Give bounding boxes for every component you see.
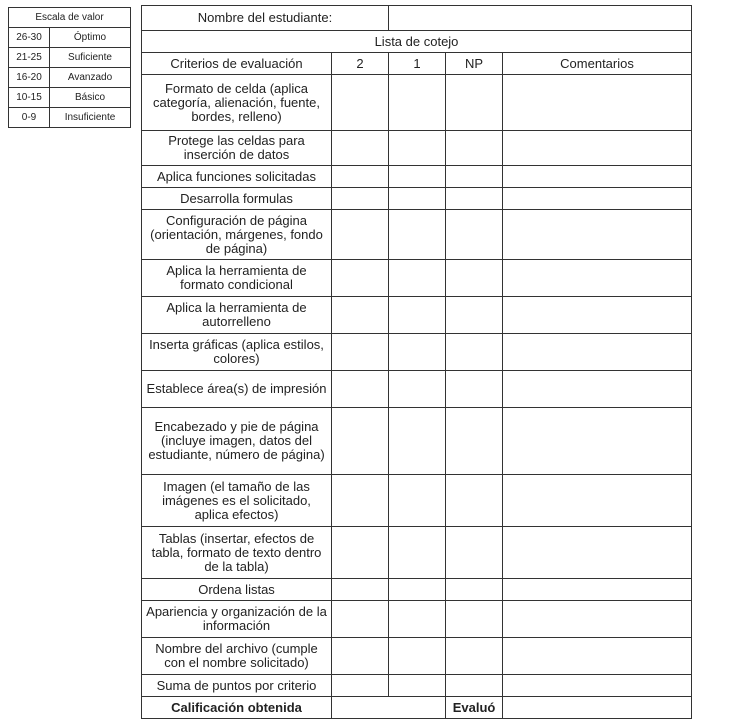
score-1-cell[interactable] xyxy=(389,210,446,260)
comments-cell[interactable] xyxy=(503,475,692,527)
comments-cell[interactable] xyxy=(503,334,692,371)
np-cell[interactable] xyxy=(446,334,503,371)
evaluator-label: Evaluó xyxy=(446,697,503,719)
header-score-2: 2 xyxy=(332,53,389,75)
criteria-label: Aplica la herramienta de autorrelleno xyxy=(142,297,332,334)
criteria-label: Ordena listas xyxy=(142,579,332,601)
header-np: NP xyxy=(446,53,503,75)
score-2-cell[interactable] xyxy=(332,371,389,408)
comments-cell[interactable] xyxy=(503,297,692,334)
value-scale-row xyxy=(9,68,131,88)
header-comments: Comentarios xyxy=(503,53,692,75)
score-1-cell[interactable] xyxy=(389,408,446,475)
score-1-cell[interactable] xyxy=(389,371,446,408)
value-scale-row xyxy=(9,108,131,128)
criteria-row xyxy=(142,601,692,638)
value-scale-label: Suficiente xyxy=(50,48,131,68)
criteria-row xyxy=(142,210,692,260)
score-1-cell[interactable] xyxy=(389,579,446,601)
value-scale-title: Escala de valor xyxy=(9,8,131,28)
value-scale-range: 10-15 xyxy=(9,88,50,108)
score-1-cell[interactable] xyxy=(389,75,446,131)
list-title-row xyxy=(142,31,692,53)
criteria-row xyxy=(142,260,692,297)
score-2-cell[interactable] xyxy=(332,166,389,188)
value-scale-label: Insuficiente xyxy=(50,108,131,128)
evaluator-field[interactable] xyxy=(503,697,692,719)
score-2-cell[interactable] xyxy=(332,601,389,638)
value-scale-row xyxy=(9,28,131,48)
value-scale-range: 16-20 xyxy=(9,68,50,88)
score-2-cell[interactable] xyxy=(332,527,389,579)
student-name-row xyxy=(142,6,692,31)
comments-cell[interactable] xyxy=(503,408,692,475)
score-1-cell[interactable] xyxy=(389,131,446,166)
np-cell[interactable] xyxy=(446,166,503,188)
comments-cell[interactable] xyxy=(503,675,692,697)
comments-cell[interactable] xyxy=(503,371,692,408)
criteria-row xyxy=(142,638,692,675)
comments-cell[interactable] xyxy=(503,579,692,601)
criteria-row xyxy=(142,579,692,601)
criteria-label: Aplica la herramienta de formato condicional xyxy=(142,260,332,297)
comments-cell[interactable] xyxy=(503,210,692,260)
score-1-cell[interactable] xyxy=(389,297,446,334)
np-cell[interactable] xyxy=(446,75,503,131)
value-scale-title-row xyxy=(9,8,131,28)
checklist-table xyxy=(141,5,692,719)
criteria-label: Nombre del archivo (cumple con el nombre solicitado) xyxy=(142,638,332,675)
comments-cell[interactable] xyxy=(503,260,692,297)
criteria-label: Tablas (insertar, efectos de tabla, formato de texto dentro de la tabla) xyxy=(142,527,332,579)
np-cell[interactable] xyxy=(446,188,503,210)
np-cell[interactable] xyxy=(446,131,503,166)
score-2-cell[interactable] xyxy=(332,297,389,334)
student-name-label: Nombre del estudiante: xyxy=(142,6,389,31)
value-scale-range: 26-30 xyxy=(9,28,50,48)
criteria-row xyxy=(142,675,692,697)
score-1-cell[interactable] xyxy=(389,188,446,210)
value-scale-label: Básico xyxy=(50,88,131,108)
criteria-label: Protege las celdas para inserción de datos xyxy=(142,131,332,166)
score-2-cell[interactable] xyxy=(332,131,389,166)
score-2-cell[interactable] xyxy=(332,75,389,131)
np-cell[interactable] xyxy=(446,579,503,601)
criteria-label: Configuración de página (orientación, márgenes, fondo de página) xyxy=(142,210,332,260)
criteria-row xyxy=(142,166,692,188)
score-2-cell[interactable] xyxy=(332,579,389,601)
comments-cell[interactable] xyxy=(503,131,692,166)
criteria-label: Encabezado y pie de página (incluye imagen, datos del estudiante, número de página) xyxy=(142,408,332,475)
header-criteria: Criterios de evaluación xyxy=(142,53,332,75)
value-scale-label: Óptimo xyxy=(50,28,131,48)
np-cell[interactable] xyxy=(446,475,503,527)
criteria-label: Imagen (el tamaño de las imágenes es el solicitado, aplica efectos) xyxy=(142,475,332,527)
score-2-cell[interactable] xyxy=(332,408,389,475)
header-score-1: 1 xyxy=(389,53,446,75)
np-cell[interactable] xyxy=(446,675,503,697)
np-cell[interactable] xyxy=(446,371,503,408)
value-scale-table xyxy=(8,7,131,128)
np-cell[interactable] xyxy=(446,210,503,260)
criteria-label: Suma de puntos por criterio xyxy=(142,675,332,697)
comments-cell[interactable] xyxy=(503,188,692,210)
score-2-cell[interactable] xyxy=(332,638,389,675)
score-1-cell[interactable] xyxy=(389,675,446,697)
student-name-field[interactable] xyxy=(389,6,692,31)
score-1-cell[interactable] xyxy=(389,527,446,579)
criteria-label: Establece área(s) de impresión xyxy=(142,371,332,408)
score-2-cell[interactable] xyxy=(332,188,389,210)
criteria-label: Formato de celda (aplica categoría, alienación, fuente, bordes, relleno) xyxy=(142,75,332,131)
score-1-cell[interactable] xyxy=(389,260,446,297)
score-2-cell[interactable] xyxy=(332,334,389,371)
footer-row xyxy=(142,697,692,719)
score-1-cell[interactable] xyxy=(389,601,446,638)
score-1-cell[interactable] xyxy=(389,166,446,188)
score-2-cell[interactable] xyxy=(332,210,389,260)
criteria-row xyxy=(142,527,692,579)
score-2-cell[interactable] xyxy=(332,675,389,697)
criteria-label: Apariencia y organización de la información xyxy=(142,601,332,638)
score-1-cell[interactable] xyxy=(389,334,446,371)
value-scale-range: 21-25 xyxy=(9,48,50,68)
value-scale-row xyxy=(9,88,131,108)
criteria-row xyxy=(142,334,692,371)
criteria-row xyxy=(142,475,692,527)
np-cell[interactable] xyxy=(446,297,503,334)
score-2-cell[interactable] xyxy=(332,475,389,527)
value-scale-range: 0-9 xyxy=(9,108,50,128)
np-cell[interactable] xyxy=(446,638,503,675)
criteria-row xyxy=(142,408,692,475)
score-1-cell[interactable] xyxy=(389,638,446,675)
grade-value-field[interactable] xyxy=(332,697,446,719)
grade-label: Calificación obtenida xyxy=(142,697,332,719)
np-cell[interactable] xyxy=(446,408,503,475)
value-scale-label: Avanzado xyxy=(50,68,131,88)
comments-cell[interactable] xyxy=(503,527,692,579)
criteria-label: Aplica funciones solicitadas xyxy=(142,166,332,188)
comments-cell[interactable] xyxy=(503,75,692,131)
criteria-label: Inserta gráficas (aplica estilos, colores) xyxy=(142,334,332,371)
criteria-row xyxy=(142,131,692,166)
score-1-cell[interactable] xyxy=(389,475,446,527)
column-header-row xyxy=(142,53,692,75)
comments-cell[interactable] xyxy=(503,166,692,188)
criteria-label: Desarrolla formulas xyxy=(142,188,332,210)
np-cell[interactable] xyxy=(446,601,503,638)
score-2-cell[interactable] xyxy=(332,260,389,297)
np-cell[interactable] xyxy=(446,260,503,297)
criteria-row xyxy=(142,188,692,210)
comments-cell[interactable] xyxy=(503,601,692,638)
criteria-row xyxy=(142,297,692,334)
criteria-row xyxy=(142,371,692,408)
criteria-row xyxy=(142,75,692,131)
comments-cell[interactable] xyxy=(503,638,692,675)
np-cell[interactable] xyxy=(446,527,503,579)
value-scale-row xyxy=(9,48,131,68)
list-title: Lista de cotejo xyxy=(142,31,692,53)
